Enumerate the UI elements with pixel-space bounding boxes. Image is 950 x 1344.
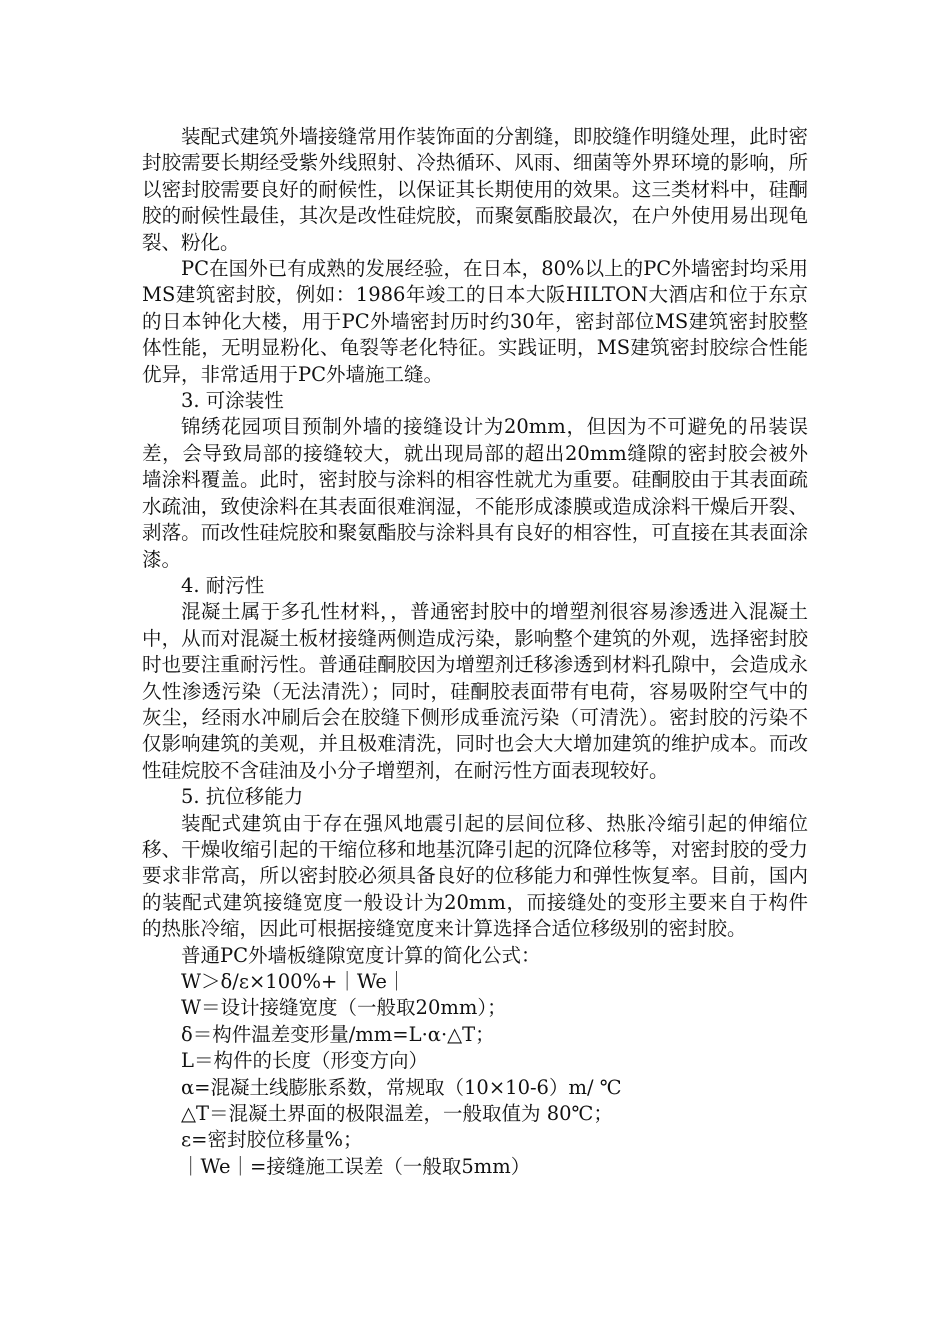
formula-def-epsilon: ε=密封胶位移量%； <box>181 1128 363 1152</box>
paragraph-pc-experience: PC在国外已有成熟的发展经验，在日本，80%以上的PC外墙密封均采用MS建筑密封胶，例如：1986年竣工的日本大阪HILTON大酒店和位于东京的日本钟化大楼，用于PC外墙密封历时约30年，密封部位MS建筑密封胶整体性能，无明显粉化、龟裂等老化特征。实践证明，MS建筑密封胶综合性能优异，非常适用于PC外墙施工缝。 <box>142 257 808 386</box>
formula-def-l: L＝构件的长度（形变方向） <box>181 1049 428 1073</box>
formula-main: W＞δ/ε×100%+｜We｜ <box>181 970 407 993</box>
formula-def-we: ｜We｜=接缝施工误差（一般取5mm） <box>181 1154 531 1178</box>
section-heading-stain-resistance: 4. 耐污性 <box>181 573 265 597</box>
document-body <box>142 124 808 1180</box>
paragraph-stain-resistance: 混凝土属于多孔性材料，，普通密封胶中的增塑剂很容易渗透进入混凝土中，从而对混凝土板材接缝两侧造成污染，影响整个建筑的外观，选择密封胶时也要注重耐污性。普通硅酮胶因为增塑剂迁移渗透到材料孔隙中，会造成永久性渗透污染（无法清洗）；同时，硅酮胶表面带有电荷，容易吸附空气中的灰尘，经雨水冲刷后会在胶缝下侧形成垂流污染（可清洗）。密封胶的污染不仅影响建筑的美观，并且极难清洗，同时也会大大增加建筑的维护成本。而改性硅烷胶不含硅油及小分子增塑剂，在耐污性方面表现较好。 <box>142 600 808 782</box>
paragraph-displacement: 装配式建筑由于存在强风地震引起的层间位移、热胀冷缩引起的伸缩位移、干燥收缩引起的干缩位移和地基沉降引起的沉降位移等，对密封胶的受力要求非常高，所以密封胶必须具备良好的位移能力和弹性恢复率。目前，国内的装配式建筑接缝宽度一般设计为20mm，而接缝处的变形主要来自于构件的热胀冷缩，因此可根据接缝宽度来计算选择合适位移级别的密封胶。 <box>142 811 808 941</box>
formula-def-delta-t: △T＝混凝土界面的极限温差，一般取值为 80℃； <box>181 1102 613 1126</box>
section-heading-displacement: 5. 抗位移能力 <box>181 785 304 809</box>
section-heading-paintability: 3. 可涂装性 <box>181 389 284 413</box>
formula-def-w: W＝设计接缝宽度（一般取20mm）； <box>181 996 507 1020</box>
paragraph-paintability: 锦绣花园项目预制外墙的接缝设计为20mm，但因为不可避免的吊装误差，会导致局部的接缝较大，就出现局部的超出20mm缝隙的密封胶会被外墙涂料覆盖。此时，密封胶与涂料的相容性就尤为重要。硅酮胶由于其表面疏水疏油，致使涂料在其表面很难润湿，不能形成漆膜或造成涂料干燥后开裂、剥落。而改性硅烷胶和聚氨酯胶与涂料具有良好的相容性，可直接在其表面涂漆。 <box>142 415 808 571</box>
formula-def-alpha: α=混凝土线膨胀系数，常规取（10×10-6）m/ ℃ <box>181 1075 622 1099</box>
paragraph-weatherability: 装配式建筑外墙接缝常用作装饰面的分割缝，即胶缝作明缝处理，此时密封胶需要长期经受紫外线照射、冷热循环、风雨、细菌等外界环境的影响，所以密封胶需要良好的耐候性，以保证其长期使用的效果。这三类材料中，硅酮胶的耐候性最佳，其次是改性硅烷胶，而聚氨酯胶最次，在户外使用易出现龟裂、粉化。 <box>142 125 808 254</box>
formula-def-delta: δ＝构件温差变形量/mm=L·α·△T； <box>181 1022 495 1046</box>
formula-intro: 普通PC外墙板缝隙宽度计算的简化公式： <box>181 943 541 967</box>
